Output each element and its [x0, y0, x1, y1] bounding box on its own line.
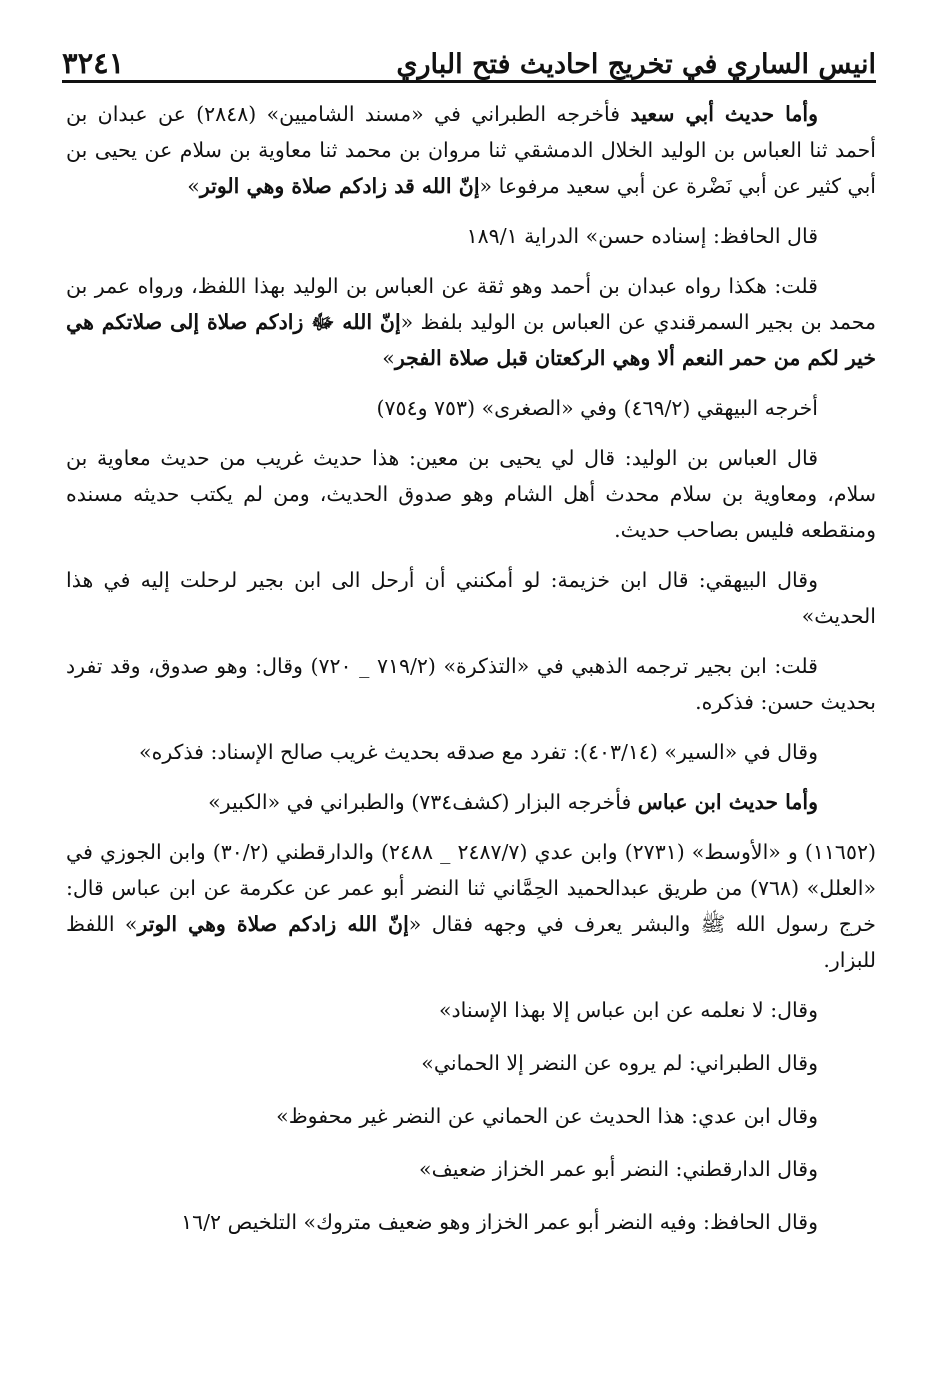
paragraph-text: أخرجه البيهقي (٤٦٩/٢) وفي «الصغرى» (٧٥٣ و٧٥٤): [376, 396, 818, 420]
paragraph-text: فأخرجه الطبراني في «مسند الشاميين» (٢٨٤٨) عن عبدان بن أحمد ثنا العباس بن الوليد الخلال الدمشقي ثنا مروان بن محمد ثنا معاوية بن سلام عن يحيى بن أبي كثير عن أبي نَضْرة عن أبي سعيد مرفوعا «: [66, 102, 876, 198]
quote-line-daraqutni: وقال الدارقطني: النضر أبو عمر الخزاز ضعيف»: [419, 1157, 818, 1181]
paragraph-text-bold: وأما حديث ابن عباس: [637, 790, 818, 814]
paragraph-text: وقال في «السير» (٤٠٣/١٤): تفرد مع صدقه بحديث غريب صالح الإسناد: فذكره»: [139, 740, 818, 764]
paragraph-text: قال الحافظ: إسناده حسن» الدراية ١٨٩/١: [466, 224, 818, 248]
paragraph-siyar: [66, 734, 876, 770]
paragraph-text: قلت: ابن بجير ترجمه الذهبي في «التذكرة» (٧١٩/٢ _ ٧٢٠) وقال: وهو صدوق، وقد تفرد بحديث حسن: فذكره.: [66, 654, 876, 714]
paragraph-qultu-abdan: [66, 268, 876, 376]
paragraph-text-bold: إنّ الله قد زادكم صلاة وهي الوتر: [199, 174, 480, 198]
paragraph-bayhaqi-source: [66, 390, 876, 426]
page-header: [62, 34, 876, 78]
page-number: ٣٢٤١: [62, 46, 125, 80]
paragraph-ibn-bujayr: [66, 648, 876, 720]
quote-line-bazzar: وقال: لا نعلمه عن ابن عباس إلا بهذا الإسناد»: [439, 998, 818, 1022]
quote-line-tabarani: وقال الطبراني: لم يروه عن النضر إلا الحماني»: [421, 1051, 818, 1075]
paragraph-hafiz-grading: [66, 218, 876, 254]
quote-line-hafiz-talkhis: وقال الحافظ: وفيه النضر أبو عمر الخزاز وهو ضعيف متروك» التلخيص ١٦/٢: [181, 1210, 818, 1234]
running-title: انيس الساري في تخريج احاديث فتح الباري: [396, 49, 876, 80]
header-rule: [62, 80, 876, 83]
paragraph-text: »: [187, 174, 200, 198]
paragraph-text: » اللفظ للبزار.: [66, 912, 876, 972]
paragraph-text: (١١٦٥٢) و «الأوسط» (٢٧٣١) وابن عدي (٢٤٨٧/٧ _ ٢٤٨٨) والدارقطني (٣٠/٢) وابن الجوزي في «العلل» (٧٦٨) من طريق عبدالحميد الحِمَّاني ثنا النضر أبو عمر عن عكرمة عن ابن عباس قال: خرج رسول الله ﷺ والبشر يعرف في وجهه فقال «: [66, 840, 876, 936]
page-body: [66, 96, 876, 1356]
paragraph-text-bold: وأما حديث أبي سعيد: [630, 102, 818, 126]
quote-line-ibn-adi: وقال ابن عدي: هذا الحديث عن الحماني عن النضر غير محفوظ»: [276, 1104, 818, 1128]
paragraph-ibn-abbas-hadith: [66, 784, 876, 820]
paragraph-text: وقال البيهقي: قال ابن خزيمة: لو أمكنني أن أرحل الى ابن بجير لرحلت إليه في هذا الحديث»: [66, 568, 876, 628]
paragraph-text: قلت: هكذا رواه عبدان بن أحمد وهو ثقة عن العباس بن الوليد بهذا اللفظ، ورواه عمر بن محمد بن بجير السمرقندي عن العباس بن الوليد بلفظ «: [66, 274, 876, 334]
paragraph-text-bold: إنّ الله ﷻ زادكم صلاة إلى صلاتكم هي خير لكم من حمر النعم ألا وهي الركعتان قبل صلاة الفجر: [66, 310, 876, 370]
paragraph-abu-said-hadith: [66, 96, 876, 204]
paragraph-ibn-abbas-sources: [66, 834, 876, 978]
paragraph-abbas-ibn-walid: [66, 440, 876, 548]
paragraph-text: »: [382, 346, 395, 370]
paragraph-text: قال العباس بن الوليد: قال لي يحيى بن معين: هذا حديث غريب من حديث معاوية بن سلام، ومعاوية بن سلام محدث أهل الشام وهو صدوق الحديث، ومن لم يكتب حديثه مسنده ومنقطعه فليس بصاحب حديث.: [66, 446, 876, 542]
paragraph-ibn-khuzayma: [66, 562, 876, 634]
paragraph-text-bold: إنّ الله زادكم صلاة وهي الوتر: [137, 912, 409, 936]
paragraph-text: فأخرجه البزار (كشف٧٣٤) والطبراني في «الكبير»: [208, 790, 638, 814]
